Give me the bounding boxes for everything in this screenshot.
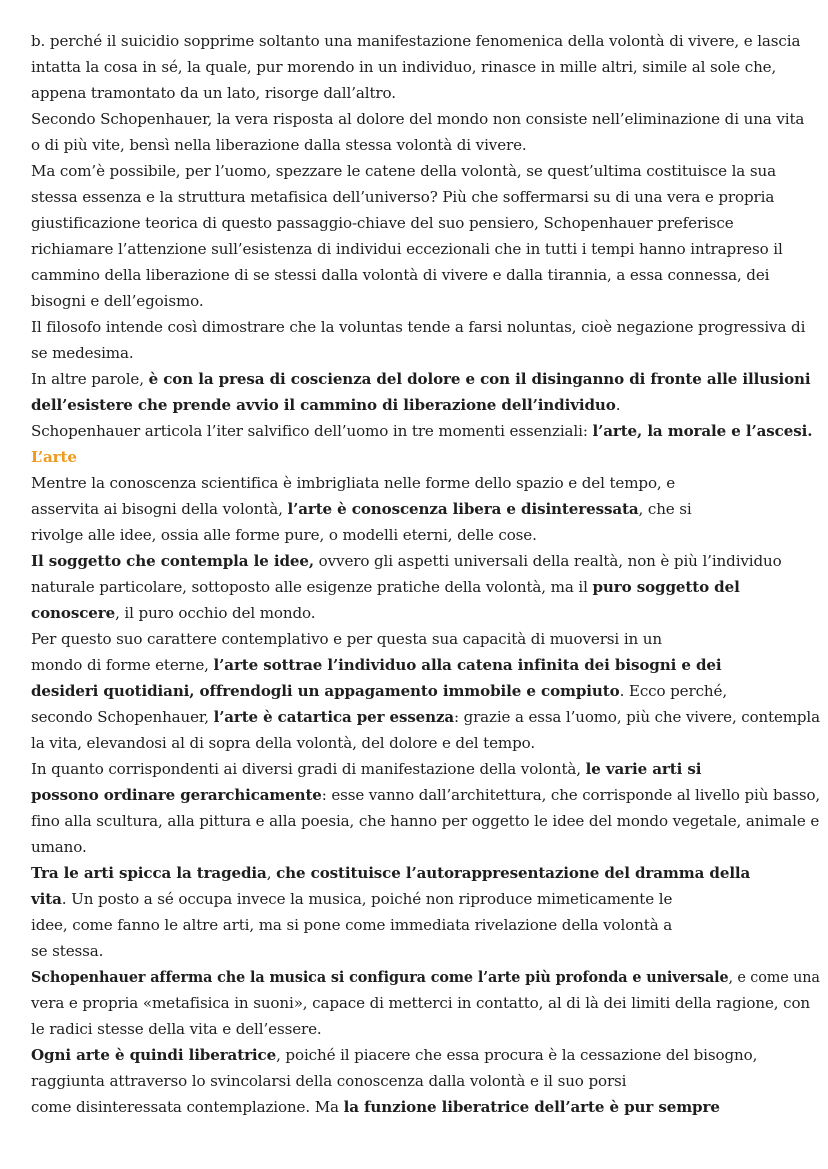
bold-text: conoscere bbox=[31, 604, 116, 622]
text-run: naturale particolare, sottoposto alle esigenze pratiche della volontà, ma il bbox=[31, 578, 593, 596]
text-run: In altre parole, bbox=[31, 370, 149, 388]
text-run: mondo di forme eterne, bbox=[31, 656, 214, 674]
bold-text: l’arte è conoscenza libera e disinteressata bbox=[287, 500, 639, 518]
text-run: , il puro occhio del mondo. bbox=[115, 604, 316, 622]
text-run: intatta la cosa in sé, la quale, pur morendo in un individuo, rinasce in mille altri, simile al sole che, bbox=[31, 58, 777, 76]
text-run: giustificazione teorica di questo passaggio-chiave del suo pensiero, Schopenhauer preferisce bbox=[31, 214, 734, 232]
text-run: . Un posto a sé occupa invece la musica, poiché non riproduce mimeticamente le bbox=[61, 890, 673, 908]
text-run: richiamare l’attenzione sull’esistenza di individui eccezionali che in tutti i tempi hanno intrapreso il bbox=[31, 240, 783, 258]
text-line bbox=[31, 496, 802, 522]
bold-text: la funzione liberatrice dell’arte è pur sempre bbox=[343, 1098, 720, 1116]
text-line bbox=[31, 730, 802, 756]
text-run: idee, come fanno le altre arti, ma si pone come immediata rivelazione della volontà a bbox=[31, 916, 673, 934]
text-line bbox=[31, 600, 802, 626]
text-run: umano. bbox=[31, 838, 87, 856]
text-line bbox=[31, 236, 802, 262]
text-run: , poiché il piacere che essa procura è la cessazione del bisogno, bbox=[276, 1046, 758, 1064]
bold-text: possono ordinare gerarchicamente bbox=[31, 786, 322, 804]
bold-text: è con la presa di coscienza del dolore e con il disinganno di fronte alle illusioni bbox=[148, 370, 811, 388]
text-run: le radici stesse della vita e dell’essere. bbox=[31, 1020, 322, 1038]
text-line bbox=[31, 548, 802, 574]
text-run: appena tramontato da un lato, risorge dall’altro. bbox=[31, 84, 396, 102]
text-line bbox=[31, 574, 802, 600]
bold-text: l’arte, la morale e l’ascesi. bbox=[592, 422, 813, 440]
text-run: ovvero gli aspetti universali della realtà, non è più l’individuo bbox=[313, 552, 782, 570]
text-line bbox=[31, 808, 820, 834]
text-line bbox=[31, 860, 802, 886]
bold-text: che costituisce l’autorappresentazione del dramma della bbox=[276, 864, 751, 882]
text-line bbox=[31, 652, 802, 678]
text-line bbox=[31, 80, 802, 106]
text-run: In quanto corrispondenti ai diversi gradi di manifestazione della volontà, bbox=[31, 760, 586, 778]
text-run: Schopenhauer articola l’iter salvifico dell’uomo in tre momenti essenziali: bbox=[31, 422, 593, 440]
text-line bbox=[31, 106, 805, 132]
text-line bbox=[31, 782, 821, 808]
text-run: Ma com’è possibile, per l’uomo, spezzare le catene della volontà, se quest’ultima costituisce la sua bbox=[31, 162, 776, 180]
text-line bbox=[31, 1016, 802, 1042]
text-run: vera e propria «metafisica in suoni», capace di metterci in contatto, al di là dei limiti della ragione, con bbox=[31, 994, 811, 1012]
text-run: . bbox=[615, 396, 621, 414]
text-line bbox=[31, 54, 802, 80]
text-line bbox=[31, 990, 811, 1016]
text-run: come disinteressata contemplazione. Ma bbox=[31, 1098, 344, 1116]
bold-text: l’arte è catartica per essenza bbox=[213, 708, 454, 726]
text-run: : grazie a essa l’uomo, più che vivere, contempla bbox=[453, 708, 820, 726]
document-body bbox=[31, 28, 821, 1120]
text-line bbox=[31, 1068, 802, 1094]
text-line bbox=[31, 912, 802, 938]
text-run: b. perché il suicidio sopprime soltanto una manifestazione fenomenica della volontà di vivere, e lascia bbox=[31, 32, 801, 50]
text-run: se stessa. bbox=[31, 942, 104, 960]
text-line bbox=[31, 756, 802, 782]
bold-text: Schopenhauer afferma che la musica si configura come l’arte più profonda e universale bbox=[31, 968, 729, 986]
text-line bbox=[31, 678, 802, 704]
text-line bbox=[31, 626, 802, 652]
text-run: bisogni e dell’egoismo. bbox=[31, 292, 204, 310]
text-run: Secondo Schopenhauer, la vera risposta al dolore del mondo non consiste nell’eliminazione di una vita bbox=[31, 110, 805, 128]
text-run: , e come una bbox=[728, 968, 820, 986]
text-run: , che si bbox=[638, 500, 692, 518]
bold-text: Tra le arti spicca la tragedia bbox=[31, 864, 267, 882]
text-run: Mentre la conoscenza scientifica è imbrigliata nelle forme dello spazio e del tempo, e bbox=[31, 474, 676, 492]
text-line bbox=[31, 444, 802, 470]
text-run: cammino della liberazione di se stessi dalla volontà di vivere e dalla tirannia, a essa connessa, dei bbox=[31, 266, 770, 284]
text-line bbox=[31, 964, 820, 990]
bold-text: l’arte sottrae l’individuo alla catena infinita dei bisogni e dei bbox=[213, 656, 722, 674]
text-line bbox=[31, 132, 802, 158]
bold-text: desideri quotidiani, offrendogli un appagamento immobile e compiuto bbox=[31, 682, 620, 700]
text-run: fino alla scultura, alla pittura e alla poesia, che hanno per oggetto le idee del mondo vegetale, animale e bbox=[31, 812, 820, 830]
text-run: secondo Schopenhauer, bbox=[31, 708, 214, 726]
text-line bbox=[31, 366, 811, 392]
bold-text: puro soggetto del bbox=[592, 578, 740, 596]
text-line bbox=[31, 522, 802, 548]
text-line bbox=[31, 184, 802, 210]
text-line bbox=[31, 1094, 802, 1120]
text-line bbox=[31, 210, 802, 236]
text-line bbox=[31, 340, 802, 366]
text-line bbox=[31, 704, 820, 730]
text-line bbox=[31, 288, 802, 314]
text-run: o di più vite, bensì nella liberazione dalla stessa volontà di vivere. bbox=[31, 136, 527, 154]
bold-text: vita bbox=[31, 890, 62, 908]
text-run: . Ecco perché, bbox=[619, 682, 728, 700]
text-line bbox=[31, 834, 802, 860]
section-heading: L’arte bbox=[31, 448, 77, 466]
text-run: la vita, elevandosi al di sopra della volontà, del dolore e del tempo. bbox=[31, 734, 536, 752]
text-run: se medesima. bbox=[31, 344, 134, 362]
text-run: Per questo suo carattere contemplativo e per questa sua capacità di muoversi in un bbox=[31, 630, 663, 648]
bold-text: Il soggetto che contempla le idee, bbox=[31, 552, 314, 570]
text-line bbox=[31, 158, 802, 184]
text-run: , bbox=[266, 864, 277, 882]
text-line bbox=[31, 886, 802, 912]
text-line bbox=[31, 470, 802, 496]
text-line bbox=[31, 418, 813, 444]
text-line bbox=[31, 314, 806, 340]
text-run: Il filosofo intende così dimostrare che la voluntas tende a farsi noluntas, cioè negazione progressiva di bbox=[31, 318, 806, 336]
text-run: : esse vanno dall’architettura, che corrisponde al livello più basso, bbox=[321, 786, 821, 804]
text-run: stessa essenza e la struttura metafisica dell’universo? Più che soffermarsi su di una vera e propria bbox=[31, 188, 775, 206]
bold-text: le varie arti si bbox=[585, 760, 702, 778]
text-line bbox=[31, 938, 802, 964]
text-run: rivolge alle idee, ossia alle forme pure, o modelli eterni, delle cose. bbox=[31, 526, 537, 544]
text-line bbox=[31, 1042, 802, 1068]
text-line bbox=[31, 392, 802, 418]
text-run: asservita ai bisogni della volontà, bbox=[31, 500, 288, 518]
text-line bbox=[31, 262, 802, 288]
text-run: raggiunta attraverso lo svincolarsi della conoscenza dalla volontà e il suo porsi bbox=[31, 1072, 627, 1090]
bold-text: dell’esistere che prende avvio il cammino di liberazione dell’individuo bbox=[31, 396, 616, 414]
bold-text: Ogni arte è quindi liberatrice bbox=[31, 1046, 277, 1064]
text-line bbox=[31, 28, 802, 54]
